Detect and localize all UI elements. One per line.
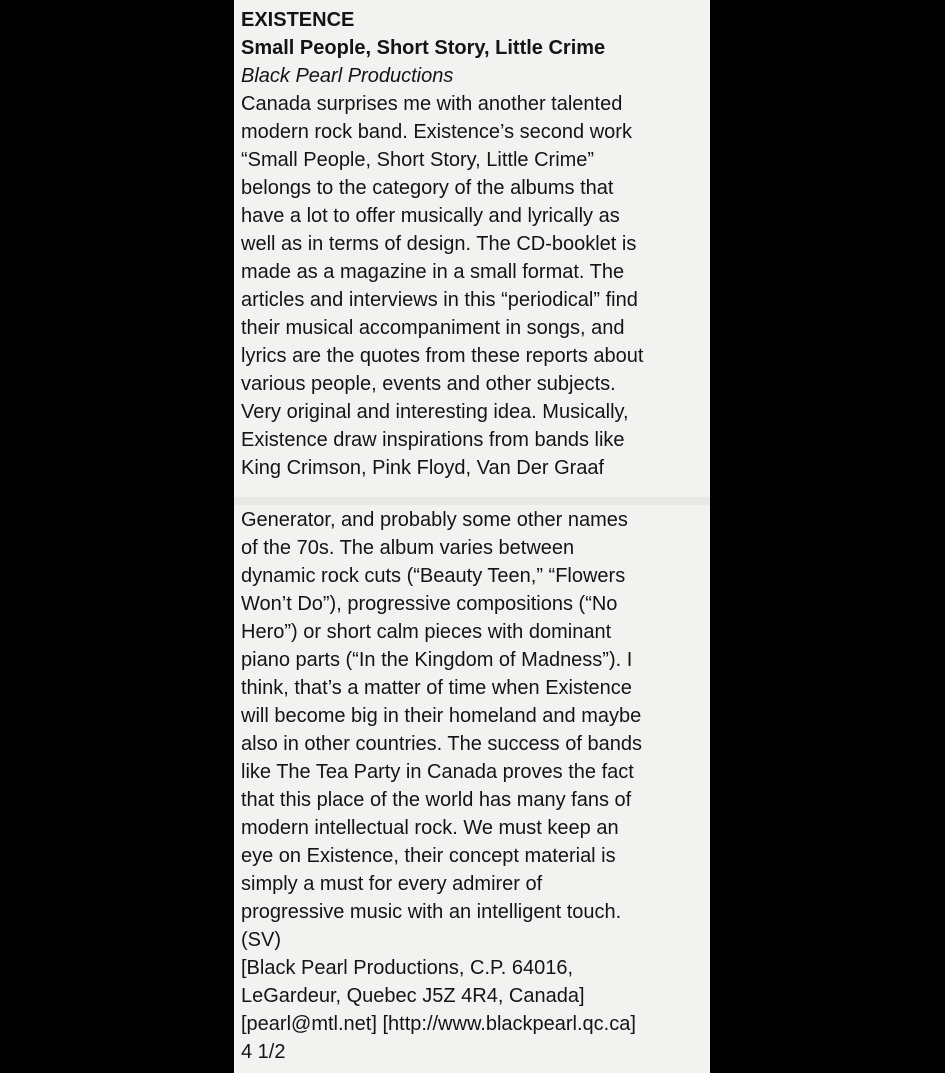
review-line: that this place of the world has many fans of bbox=[241, 789, 632, 811]
review-line: their musical accompaniment in songs, and bbox=[241, 317, 625, 339]
review-line: Hero”) or short calm pieces with dominant bbox=[241, 621, 612, 643]
review-line: lyrics are the quotes from these reports about bbox=[241, 345, 644, 367]
review-line: of the 70s. The album varies between bbox=[241, 537, 575, 559]
review-line: like The Tea Party in Canada proves the fact bbox=[241, 761, 634, 783]
review-line: modern intellectual rock. We must keep an bbox=[241, 817, 619, 839]
review-line: dynamic rock cuts (“Beauty Teen,” “Flowers bbox=[241, 565, 626, 587]
review-column-top bbox=[241, 6, 707, 482]
contact-address-line: [Black Pearl Productions, C.P. 64016, bbox=[241, 957, 574, 979]
review-line: have a lot to offer musically and lyrically as bbox=[241, 205, 620, 227]
review-line: modern rock band. Existence’s second work bbox=[241, 121, 632, 143]
rating: 4 1/2 bbox=[241, 1041, 286, 1063]
review-line: eye on Existence, their concept material is bbox=[241, 845, 616, 867]
review-clipping bbox=[234, 0, 710, 1073]
column-seam bbox=[234, 497, 710, 505]
contact-web-line: [pearl@mtl.net] [http://www.blackpearl.qc.ca] bbox=[241, 1013, 636, 1035]
review-line: Canada surprises me with another talented bbox=[241, 93, 623, 115]
review-line: “Small People, Short Story, Little Crime” bbox=[241, 149, 595, 171]
review-line: Won’t Do”), progressive compositions (“No bbox=[241, 593, 618, 615]
review-line: also in other countries. The success of bands bbox=[241, 733, 642, 755]
review-line: think, that’s a matter of time when Existence bbox=[241, 677, 632, 699]
review-line: belongs to the category of the albums that bbox=[241, 177, 614, 199]
review-line: articles and interviews in this “periodical” find bbox=[241, 289, 638, 311]
review-line: made as a magazine in a small format. The bbox=[241, 261, 625, 283]
review-line: well as in terms of design. The CD-booklet is bbox=[241, 233, 637, 255]
band-name: EXISTENCE bbox=[241, 9, 355, 31]
review-line: piano parts (“In the Kingdom of Madness”). I bbox=[241, 649, 633, 671]
review-line: Generator, and probably some other names bbox=[241, 509, 628, 531]
review-column-bottom bbox=[241, 506, 707, 1066]
review-line: simply a must for every admirer of bbox=[241, 873, 543, 895]
album-title: Small People, Short Story, Little Crime bbox=[241, 37, 606, 59]
review-line: progressive music with an intelligent touch. bbox=[241, 901, 622, 923]
reviewer-initials: (SV) bbox=[241, 929, 281, 951]
review-line: will become big in their homeland and maybe bbox=[241, 705, 642, 727]
review-line: Very original and interesting idea. Musically, bbox=[241, 401, 629, 423]
review-line: King Crimson, Pink Floyd, Van Der Graaf bbox=[241, 457, 605, 479]
review-line: various people, events and other subjects. bbox=[241, 373, 616, 395]
review-line: Existence draw inspirations from bands like bbox=[241, 429, 625, 451]
contact-address-line: LeGardeur, Quebec J5Z 4R4, Canada] bbox=[241, 985, 585, 1007]
record-label: Black Pearl Productions bbox=[241, 65, 454, 87]
